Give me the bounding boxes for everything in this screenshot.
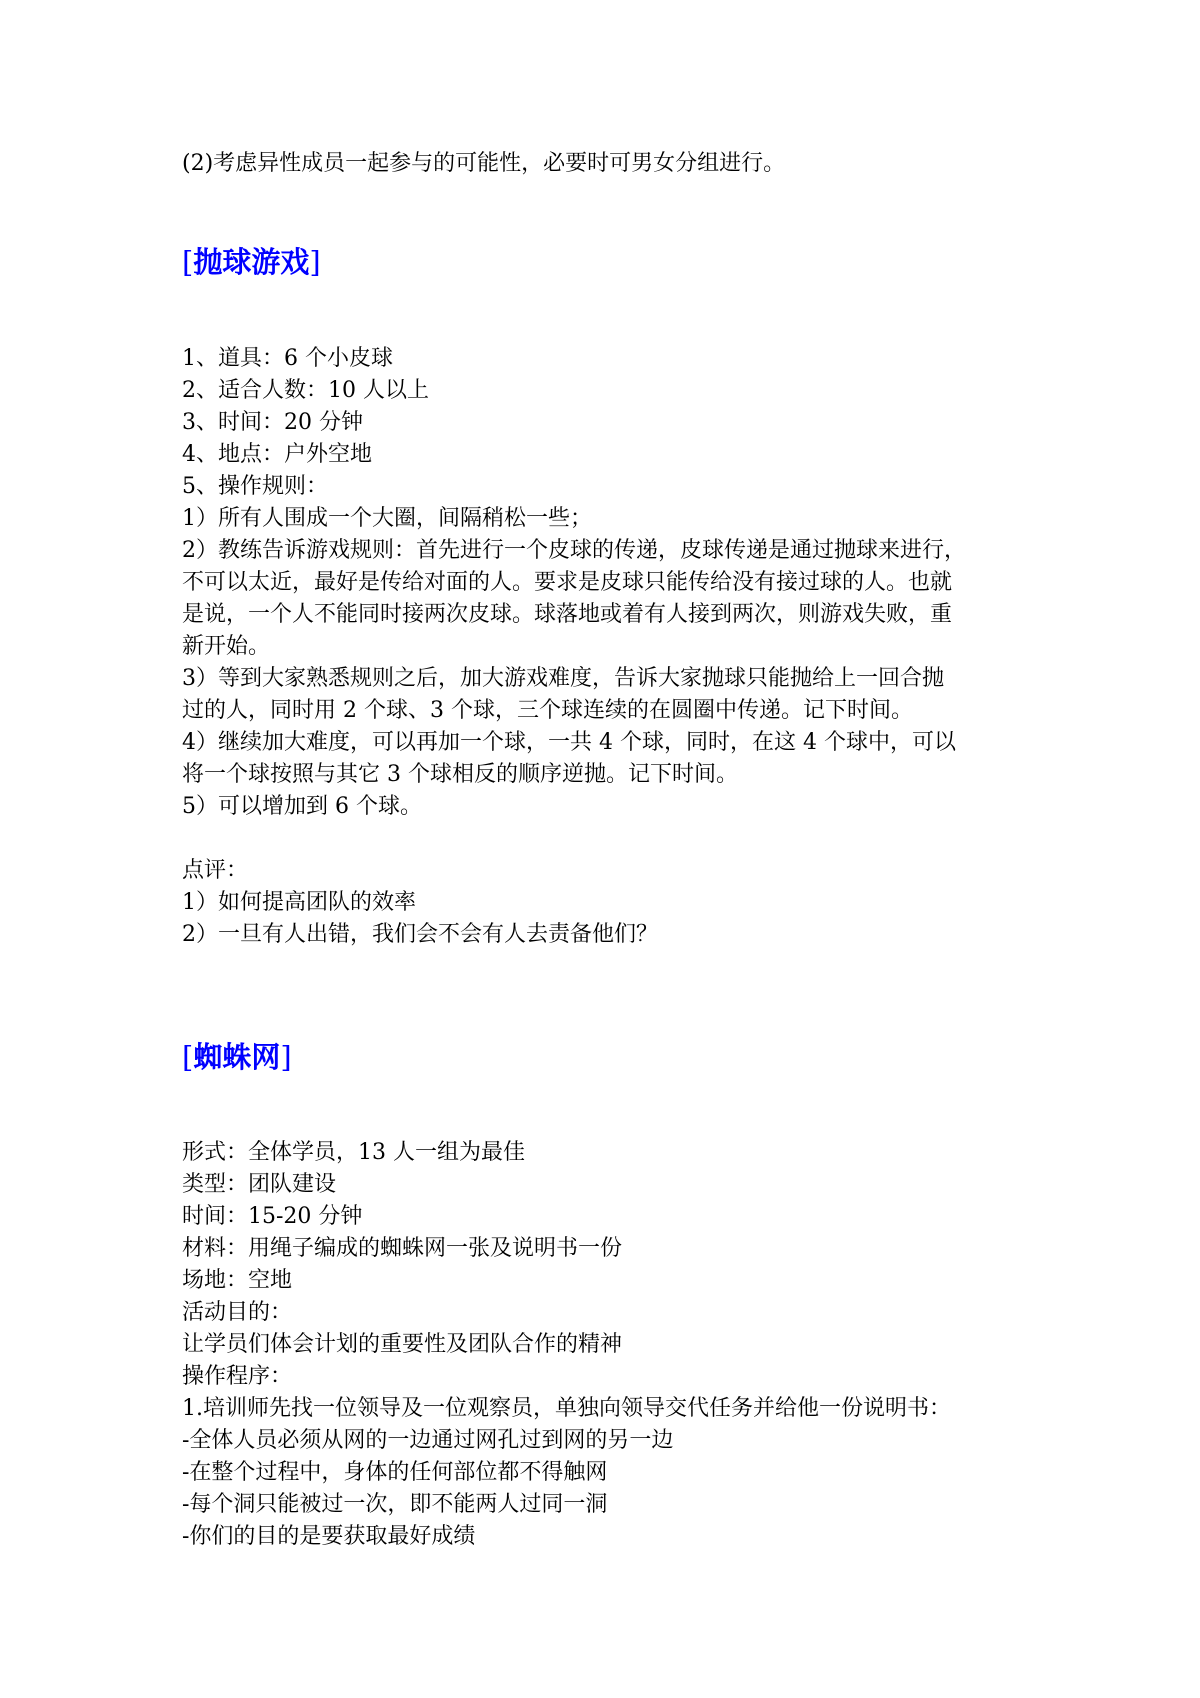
list-item: 1）所有人围成一个大圈，间隔稍松一些；	[182, 506, 592, 531]
comment-item: 2）一旦有人出错，我们会不会有人去责备他们？	[182, 922, 658, 947]
list-item: 1、道具：6 个小皮球	[182, 346, 393, 371]
comment-title: 点评：	[182, 858, 249, 883]
list-item: -每个洞只能被过一次，即不能两人过同一洞	[182, 1492, 608, 1517]
paragraph-line: 过的人，同时用 2 个球、3 个球，三个球连续的在圆圈中传递。记下时间。	[182, 698, 913, 723]
section-heading-text: 抛球游戏	[193, 245, 310, 279]
list-item: 2、适合人数：10 人以上	[182, 378, 429, 403]
list-item: 让学员们体会计划的重要性及团队合作的精神	[182, 1332, 623, 1357]
list-item: 5、操作规则：	[182, 474, 328, 499]
section-heading-text: 蜘蛛网	[193, 1040, 281, 1074]
list-item: -你们的目的是要获取最好成绩	[182, 1524, 476, 1549]
paragraph-line: 2）教练告诉游戏规则：首先进行一个皮球的传递，皮球传递是通过抛球来进行，	[182, 538, 966, 563]
paragraph-line: 将一个球按照与其它 3 个球相反的顺序逆抛。记下时间。	[182, 762, 738, 787]
rule-paragraph-3	[182, 663, 1032, 727]
list-item: 1.培训师先找一位领导及一位观察员，单独向领导交代任务并给他一份说明书：	[182, 1396, 951, 1421]
list-item: 时间：15-20 分钟	[182, 1204, 363, 1229]
list-item: -在整个过程中，身体的任何部位都不得触网	[182, 1460, 608, 1485]
paragraph-line: 新开始。	[182, 634, 271, 659]
intro-line: (2)考虑异性成员一起参与的可能性，必要时可男女分组进行。	[182, 151, 786, 176]
section-heading-spider-web: [蜘蛛网]	[182, 1040, 292, 1074]
list-item: 操作程序：	[182, 1364, 293, 1389]
list-item: 类型：团队建设	[182, 1172, 337, 1197]
list-item: 材料：用绳子编成的蜘蛛网一张及说明书一份	[182, 1236, 623, 1261]
rule-paragraph-2	[182, 535, 1032, 663]
comment-item: 1）如何提高团队的效率	[182, 890, 416, 915]
section-heading-ball-toss: [抛球游戏]	[182, 245, 321, 279]
paragraph-line: 4）继续加大难度，可以再加一个球，一共 4 个球，同时，在这 4 个球中，可以	[182, 730, 956, 755]
paragraph-line: 3）等到大家熟悉规则之后，加大游戏难度，告诉大家抛球只能抛给上一回合抛	[182, 666, 944, 691]
list-item: 活动目的：	[182, 1300, 293, 1325]
list-item: 3、时间：20 分钟	[182, 410, 363, 435]
rule-5: 5）可以增加到 6 个球。	[182, 794, 422, 819]
paragraph-line: 不可以太近，最好是传给对面的人。要求是皮球只能传给没有接过球的人。也就	[182, 570, 953, 595]
paragraph-line: 是说，一个人不能同时接两次皮球。球落地或着有人接到两次，则游戏失败，重	[182, 602, 953, 627]
list-item: 场地：空地	[182, 1268, 293, 1293]
list-item: 形式：全体学员，13 人一组为最佳	[182, 1140, 525, 1165]
list-item: -全体人员必须从网的一边通过网孔过到网的另一边	[182, 1428, 674, 1453]
list-item: 4、地点：户外空地	[182, 442, 372, 467]
rule-paragraph-4	[182, 727, 1032, 791]
